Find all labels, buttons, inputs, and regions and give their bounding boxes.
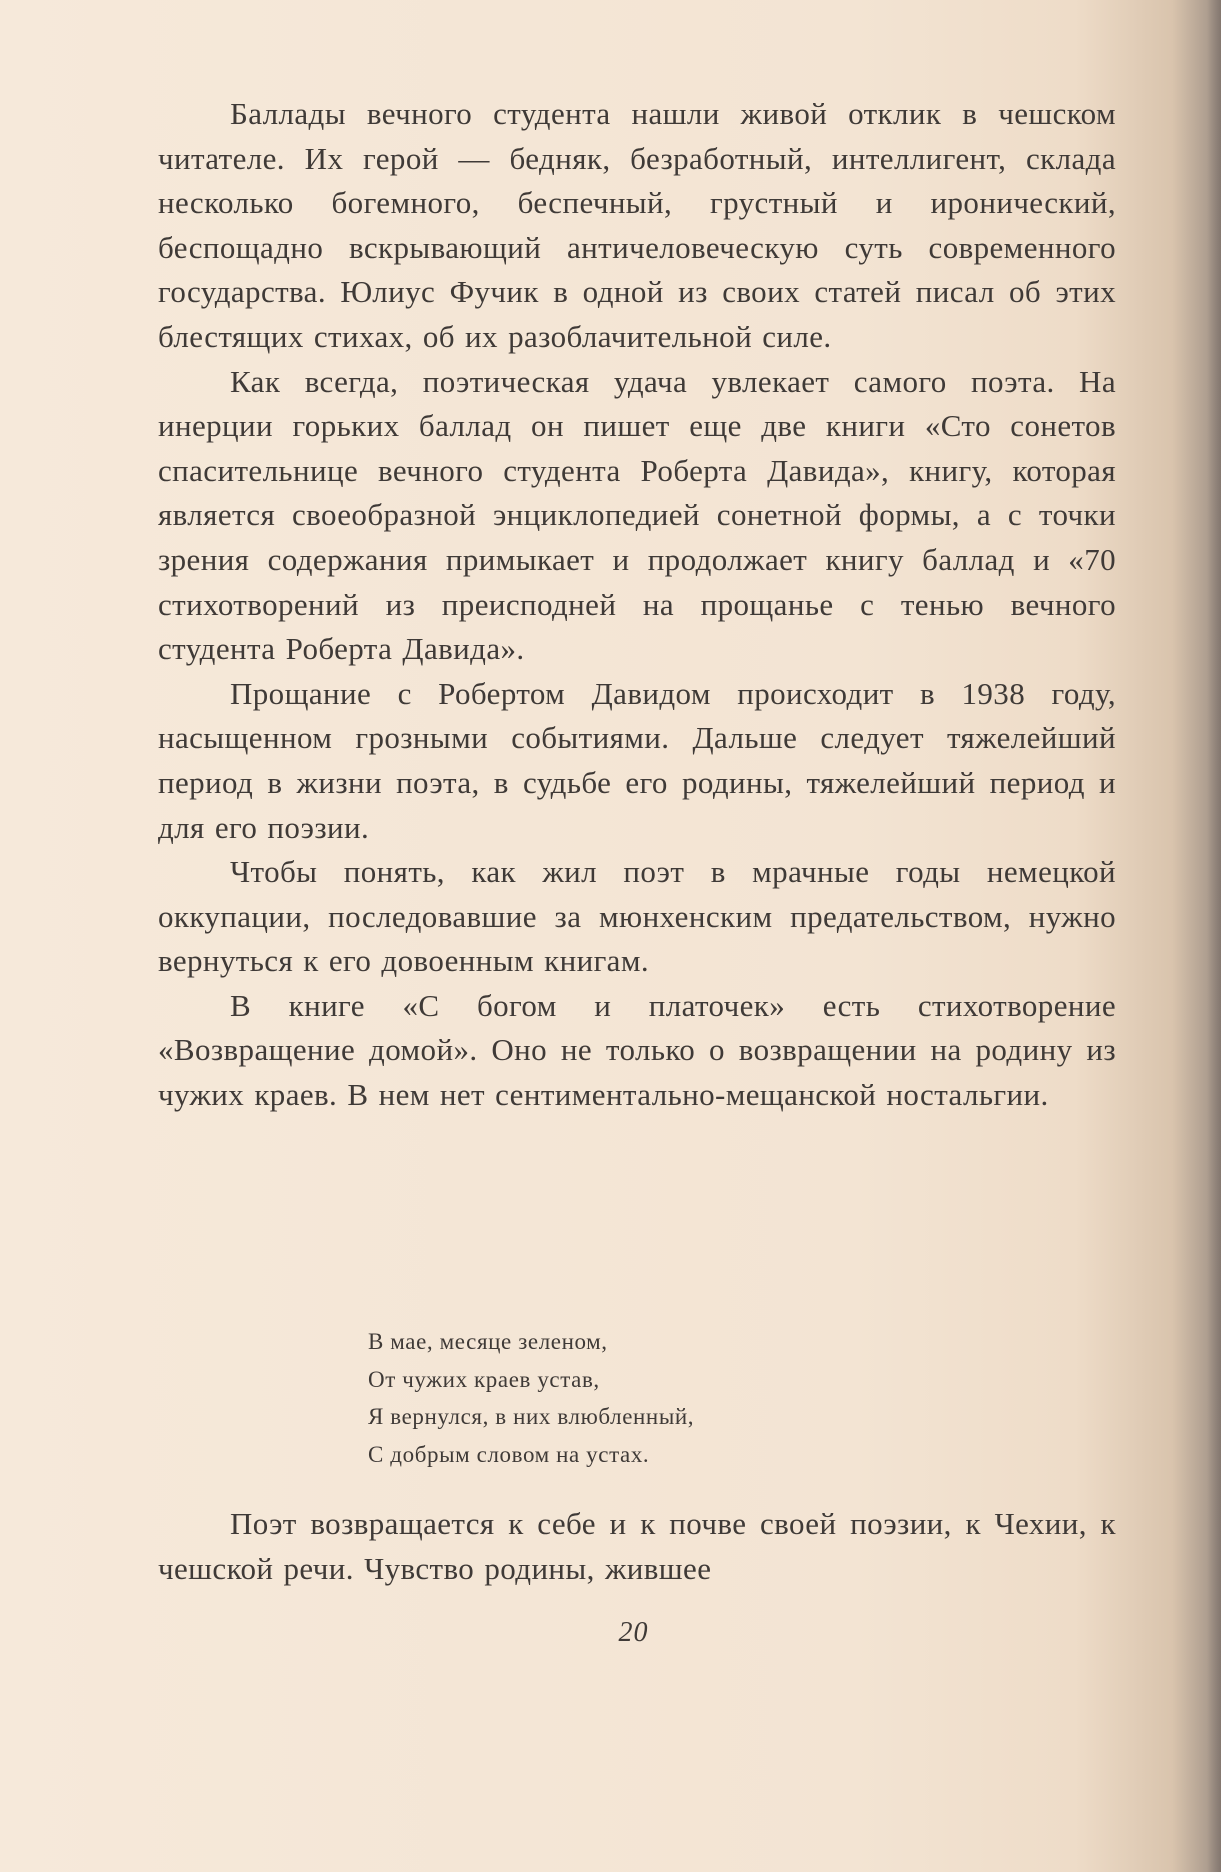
poem-line: От чужих краев устав,: [368, 1366, 600, 1392]
main-text: [158, 92, 1116, 1118]
poem-quote: [368, 1323, 694, 1473]
poem-line: Я вернулся, в них влюбленный,: [368, 1404, 695, 1429]
paragraph-4: Чтобы понять, как жил поэт в мрачные годы немецкой оккупации, последовавшие за мюнхенским предательством, нужно вернуться к его довоенным книгам.: [158, 854, 1116, 979]
page-number: [0, 1617, 1221, 1649]
poem-line: С добрым словом на устах.: [368, 1441, 650, 1467]
page-number-label: 20: [618, 1617, 649, 1648]
closing-paragraph: Поэт возвращается к себе и к почве своей поэзии, к Чехии, к чешской речи. Чувство родины, жившее: [158, 1506, 1116, 1586]
paragraph-3: Прощание с Робертом Давидом происходит в 1938 году, насыщенном грозными событиями. Дальше следует тяжелейший период в жизни поэта, в судьбе его родины, тяжелейший период и для его поэзии.: [158, 675, 1116, 845]
page-edge-shadow: [1207, 0, 1221, 1872]
closing-text: [158, 1502, 1116, 1591]
paragraph-2: Как всегда, поэтическая удача увлекает самого поэта. На инерции горьких баллад он пишет еще две книги «Сто сонетов спасительнице вечного студента Роберта Давида», книгу, которая является своеобразной энциклопедией сонетной формы, а с точки зрения содержания примыкает и продолжает книгу баллад и «70 стихотворений из преисподней на прощанье с тенью вечного студента Роберта Давида».: [158, 363, 1116, 667]
poem-line: В мае, месяце зеленом,: [368, 1329, 608, 1354]
paragraph-1: Баллады вечного студента нашли живой отклик в чешском читателе. Их герой — бедняк, безработный, интеллигент, склада несколько богемного, беспечный, грустный и иронический, беспощадно вскрывающий античеловеческую суть современного государства. Юлиус Фучик в одной из своих статей писал об этих блестящих стихах, об их разоблачительной силе.: [158, 96, 1116, 354]
paragraph-5: В книге «С богом и платочек» есть стихотворение «Возвращение домой». Оно не только о возвращении на родину из чужих краев. В нем нет сентиментально-мещанской ностальгии.: [158, 987, 1116, 1113]
